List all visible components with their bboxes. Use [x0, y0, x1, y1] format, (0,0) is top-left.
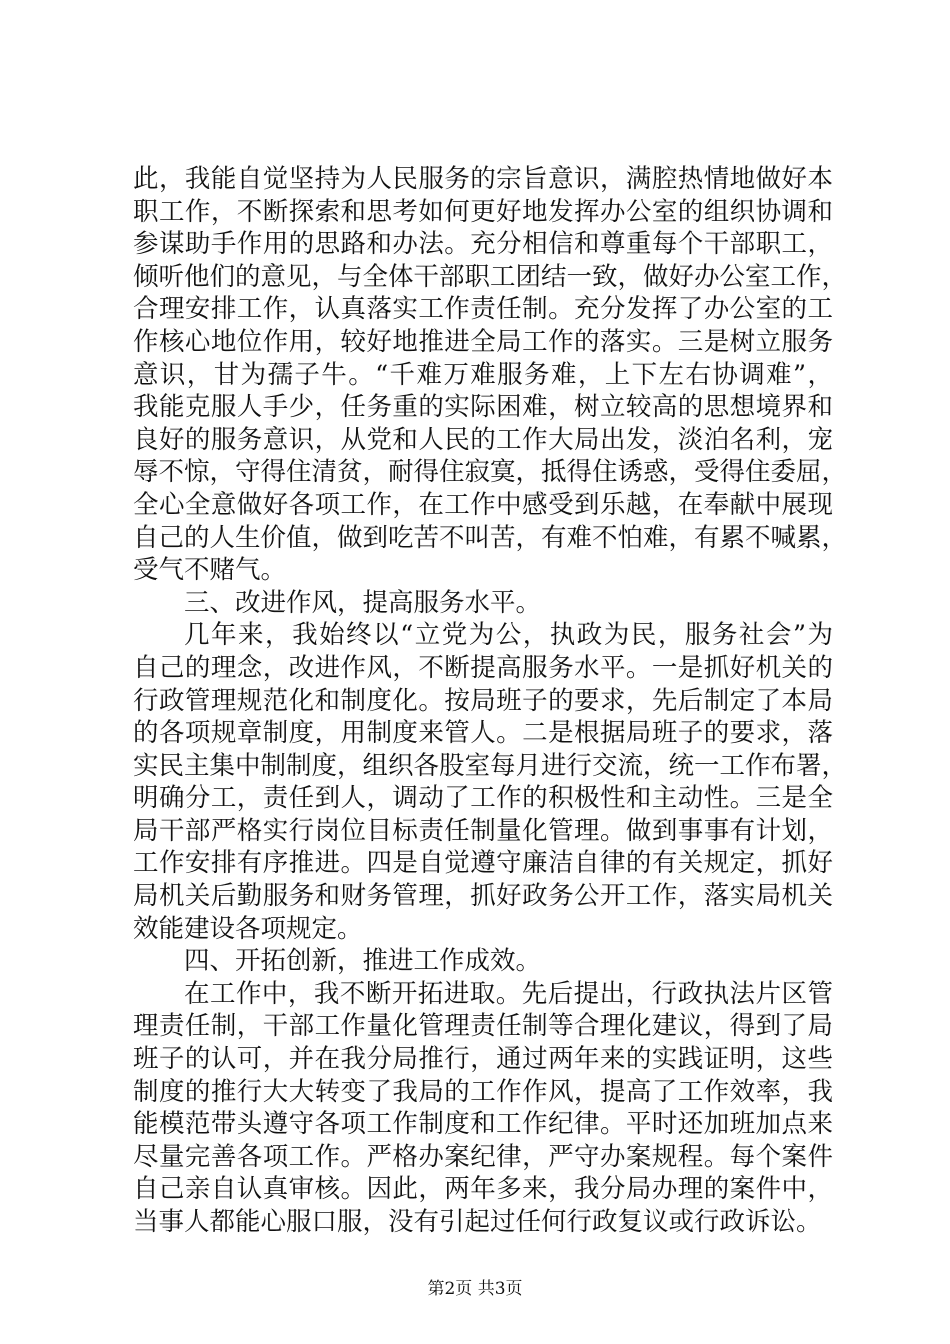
- text-line: 合理安排工作，认真落实工作责任制。充分发挥了办公室的工: [133, 294, 833, 325]
- text-line: 几年来，我始终以“立党为公，执政为民，服务社会”为: [184, 620, 833, 651]
- text-line: 效能建设各项规定。: [133, 913, 363, 944]
- text-line: 明确分工，责任到人，调动了工作的积极性和主动性。三是全: [133, 783, 833, 814]
- text-line: 良好的服务意识，从党和人民的工作大局出发，淡泊名利，宠: [133, 424, 833, 455]
- text-line: 受气不赌气。: [133, 555, 287, 586]
- text-line: 能模范带头遵守各项工作制度和工作纪律。平时还加班加点来: [133, 1109, 833, 1140]
- text-line: 当事人都能心服口服，没有引起过任何行政复议或行政诉讼。: [133, 1207, 822, 1237]
- text-line: 三、改进作风，提高服务水平。: [184, 587, 542, 618]
- text-line: 全心全意做好各项工作，在工作中感受到乐越，在奉献中展现: [133, 489, 833, 520]
- text-line: 理责任制，干部工作量化管理责任制等合理化建议，得到了局: [133, 1011, 833, 1042]
- text-line: 职工作，不断探索和思考如何更好地发挥办公室的组织协调和: [133, 196, 833, 227]
- text-line: 制度的推行大大转变了我局的工作作风，提高了工作效率，我: [133, 1076, 833, 1107]
- text-line: 我能克服人手少，任务重的实际困难，树立较高的思想境界和: [133, 392, 833, 423]
- text-line: 自己的人生价值，做到吃苦不叫苦，有难不怕难，有累不喊累，: [133, 522, 848, 553]
- text-line: 局干部严格实行岗位目标责任制量化管理。做到事事有计划，: [133, 815, 833, 846]
- document-body: [133, 163, 848, 1239]
- text-line: 尽量完善各项工作。严格办案纪律，严守办案规程。每个案件: [133, 1141, 833, 1172]
- text-line: 倾听他们的意见，与全体干部职工团结一致，做好办公室工作，: [133, 261, 848, 292]
- text-line: 实民主集中制制度，组织各股室每月进行交流，统一工作布署，: [133, 750, 848, 781]
- text-line: 作核心地位作用，较好地推进全局工作的落实。三是树立服务: [133, 326, 833, 357]
- text-line: 参谋助手作用的思路和办法。充分相信和尊重每个干部职工，: [133, 229, 833, 260]
- text-line: 辱不惊，守得住清贫，耐得住寂寞，抵得住诱惑，受得住委屈，: [133, 457, 848, 488]
- page-number-footer: 第2页 共3页: [427, 1279, 523, 1299]
- text-line: 四、开拓创新，推进工作成效。: [184, 946, 542, 977]
- text-line: 工作安排有序推进。四是自觉遵守廉洁自律的有关规定，抓好: [133, 848, 833, 879]
- text-line: 自己亲自认真审核。因此，两年多来，我分局办理的案件中，: [133, 1174, 833, 1205]
- text-line: 局机关后勤服务和财务管理，抓好政务公开工作，落实局机关: [133, 881, 833, 912]
- text-line: 此，我能自觉坚持为人民服务的宗旨意识，满腔热情地做好本: [133, 164, 833, 194]
- text-line: 在工作中，我不断开拓进取。先后提出，行政执法片区管: [184, 978, 833, 1009]
- text-line: 行政管理规范化和制度化。按局班子的要求，先后制定了本局: [133, 685, 833, 716]
- text-line: 的各项规章制度，用制度来管人。二是根据局班子的要求，落: [133, 718, 833, 749]
- text-line: 班子的认可，并在我分局推行，通过两年来的实践证明，这些: [133, 1044, 833, 1075]
- text-line: 意识，甘为孺子牛。“千难万难服务难，上下左右协调难”，: [133, 359, 833, 390]
- text-line: 自己的理念，改进作风，不断提高服务水平。一是抓好机关的: [133, 652, 833, 683]
